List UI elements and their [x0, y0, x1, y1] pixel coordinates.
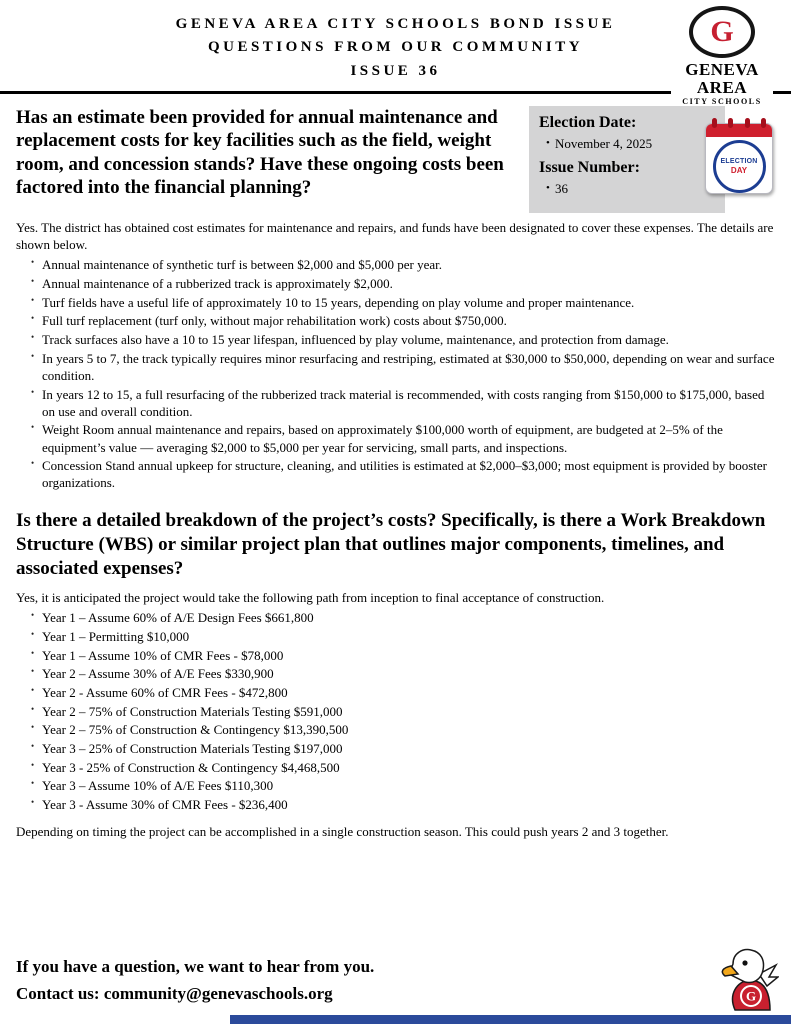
question-2-heading: Is there a detailed breakdown of the project’s costs? Specifically, is there a Work Breakdown Structure (WBS) or similar project plan that outlines major components, timelines, and associated expenses? — [16, 510, 766, 580]
header-title-line1: GENEVA AREA CITY SCHOOLS BOND ISSUE — [175, 16, 616, 32]
bottom-blue-bar — [230, 1015, 791, 1024]
election-date-list — [539, 136, 715, 153]
bullet-item: • In years 5 to 7, the track typically requires minor resurfacing and restriping, estimated at $30,000 to $50,000, depending on wear and surface condition. — [42, 350, 775, 384]
bullet-item: • Year 3 – Assume 10% of A/E Fees $110,300 — [42, 777, 775, 794]
question-2-intro: Yes, it is anticipated the project would take the following path from inception to final acceptance of construction. — [16, 590, 605, 606]
election-day-calendar-icon — [705, 118, 773, 194]
bullet-item: • Annual maintenance of a rubberized track is approximately $2,000. — [42, 275, 775, 292]
bullet-item: • Track surfaces also have a 10 to 15 year lifespan, influenced by play volume, maintenance, and protection from damage. — [42, 331, 775, 348]
bullet-item: • Weight Room annual maintenance and repairs, based on approximately $100,000 worth of equipment, are budgeted at 2–5% of the equipment’s value — averaging $2,000 to $5,000 per year for servicing, small parts, and inspections. — [42, 421, 775, 455]
bullet-item: • Turf fields have a useful life of approximately 10 to 15 years, depending on play volume and proper maintenance. — [42, 294, 775, 311]
election-date-label: Election Date: — [539, 113, 637, 131]
question-1-bullet-list — [0, 256, 791, 491]
bullet-item: • Full turf replacement (turf only, without major rehabilitation work) costs about $750,000. — [42, 312, 775, 329]
election-info-box — [529, 106, 725, 213]
bullet-item: • Year 2 - Assume 60% of CMR Fees - $472,800 — [42, 684, 775, 701]
logo-g-letter: G — [710, 15, 734, 48]
issue-number-label: Issue Number: — [539, 159, 640, 177]
bullet-item: • Year 3 - Assume 30% of CMR Fees - $236,400 — [42, 796, 775, 813]
logo-subtitle: CITY SCHOOLS — [682, 97, 762, 107]
logo-name-line1: GENEVA — [685, 60, 759, 79]
question-2-bullet-list — [0, 609, 791, 813]
issue-number-list — [539, 181, 715, 198]
question-1-section — [0, 94, 791, 213]
school-logo — [671, 6, 773, 106]
bullet-item: • Year 1 – Assume 10% of CMR Fees - $78,000 — [42, 647, 775, 664]
calendar-text-election: ELECTION — [720, 157, 758, 165]
question-1-intro: Yes. The district has obtained cost estimates for maintenance and repairs, and funds have been designated to cover these expenses. The details are shown below. — [16, 220, 774, 253]
election-date-value: • November 4, 2025 — [555, 136, 715, 153]
logo-g-icon — [689, 6, 755, 58]
calendar-text-day: DAY — [730, 165, 748, 175]
bullet-item: • Year 2 – 75% of Construction Materials Testing $591,000 — [42, 703, 775, 720]
contact-email[interactable]: community@genevaschools.org — [103, 984, 333, 1004]
header-title-line3: ISSUE 36 — [350, 62, 441, 79]
mascot-g-letter: G — [745, 988, 757, 1004]
bullet-item: • Year 2 – Assume 30% of A/E Fees $330,900 — [42, 665, 775, 682]
header-title-line2: QUESTIONS FROM OUR COMMUNITY — [207, 39, 584, 56]
calendar-circle — [713, 140, 766, 193]
bullet-item: • Concession Stand annual upkeep for structure, cleaning, and utilities is estimated at $2,000–$3,000; most equipment is provided by booster organizations. — [42, 457, 775, 491]
election-info-panel — [529, 106, 775, 213]
bullet-item: • In years 12 to 15, a full resurfacing of the rubberized track material is recommended, with costs ranging from $150,000 to $175,000, based on use and overall condition. — [42, 386, 775, 420]
footer-line1: If you have a question, we want to hear from you. — [16, 956, 375, 976]
calendar-body — [705, 123, 773, 194]
bullet-item: • Year 2 – 75% of Construction & Contingency $13,390,500 — [42, 721, 775, 738]
issue-number-value: • 36 — [555, 181, 715, 198]
footer-line2 — [16, 980, 374, 1008]
bullet-item: • Year 1 – Assume 60% of A/E Design Fees $661,800 — [42, 609, 775, 626]
eagle-mascot-icon — [715, 944, 779, 1012]
footer-contact — [16, 953, 374, 1008]
question-1-heading: Has an estimate been provided for annual maintenance and replacement costs for key facilities such as the field, weight room, and concession stands? Have these ongoing costs been factored into the financial planning? — [16, 106, 504, 199]
bullet-item: • Annual maintenance of synthetic turf is between $2,000 and $5,000 per year. — [42, 256, 775, 273]
calendar-rings — [712, 118, 766, 128]
bullet-item: • Year 3 - 25% of Construction & Contingency $4,468,500 — [42, 759, 775, 776]
question-2-outro: Depending on timing the project can be accomplished in a single construction season. This could push years 2 and 3 together. — [16, 824, 669, 840]
logo-name-line2: AREA — [696, 77, 748, 97]
contact-label: Contact us: — [16, 984, 100, 1004]
bullet-item: • Year 3 – 25% of Construction Materials Testing $197,000 — [42, 740, 775, 757]
bullet-item: • Year 1 – Permitting $10,000 — [42, 628, 775, 645]
